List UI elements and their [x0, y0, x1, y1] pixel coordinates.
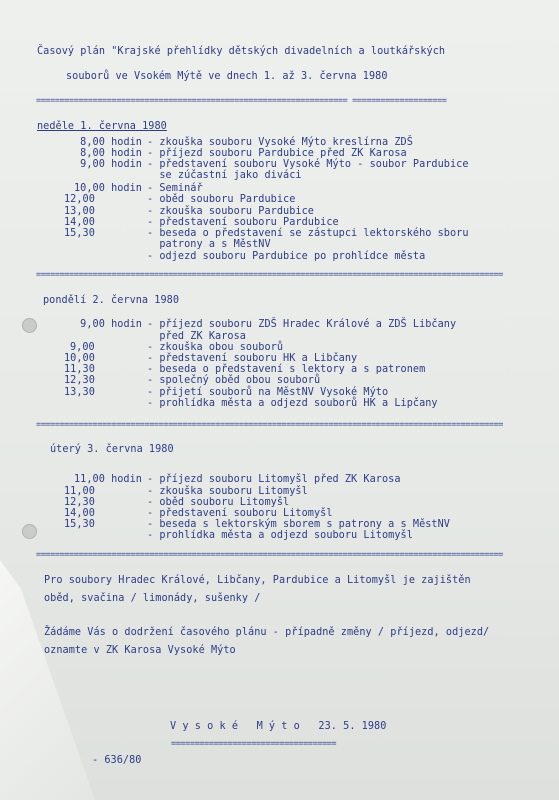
place-and-date: V y s o k é M ý t o 23. 5. 1980 — [170, 721, 387, 732]
schedule-text: - přijetí souborů na MěstNV Vysoké Mýto — [147, 387, 389, 398]
schedule-time: 14,00 — [64, 217, 95, 228]
schedule-time: 11,30 — [64, 364, 95, 375]
schedule-text: - beseda o představení s lektory a s patronem — [147, 364, 426, 375]
schedule-text: - beseda o představení se zástupci lektorského sboru — [147, 228, 469, 239]
schedule-text: - příjezd souboru ZDŠ Hradec Králové a ZDŠ Libčany — [147, 319, 457, 330]
meals-note-line-2: oběd, svačina / limonády, sušenky / — [44, 593, 261, 604]
schedule-time: 15,30 — [64, 519, 95, 530]
schedule-text: se zúčastní jako diváci — [147, 170, 302, 181]
schedule-text: - představení souboru HK a Libčany — [147, 353, 358, 364]
header-line-1: Časový plán "Krajské přehlídky dětských divadelních a loutkářských — [37, 46, 446, 57]
schedule-time: 12,30 — [64, 497, 95, 508]
separator-rule: ================================================================== ==================== — [36, 97, 447, 106]
schedule-text: - představení souboru Vysoké Mýto - soubor Pardubice — [147, 159, 469, 170]
schedule-time: 10,00 hodin — [73, 183, 142, 194]
schedule-time: 9,00 hodin — [80, 319, 142, 330]
punch-hole — [22, 524, 37, 539]
schedule-text: - oběd souboru Litomyšl — [147, 497, 290, 508]
reference-number: - 636/80 — [92, 755, 142, 766]
schedule-request-line-2: oznamte v ZK Karosa Vysoké Mýto — [44, 645, 236, 656]
separator-rule: =================================================================================================== — [36, 421, 504, 430]
punch-hole — [22, 318, 37, 333]
day-heading: úterý 3. června 1980 — [50, 444, 174, 455]
schedule-text: - beseda s lektorským sborem s patrony a s MěstNV — [147, 519, 450, 530]
schedule-time: 15,30 — [64, 228, 95, 239]
schedule-time: 11,00 hodin — [73, 474, 142, 485]
schedule-text: před ZK Karosa — [147, 331, 246, 342]
schedule-text: - zkouška souboru Vysoké Mýto kreslírna ZDŠ — [147, 137, 413, 148]
schedule-text: - zkouška souboru Litomyšl — [147, 486, 308, 497]
schedule-time: 8,00 hodin — [80, 148, 142, 159]
schedule-text: - prohlídka města a odjezd souboru Litomyšl — [147, 530, 413, 541]
schedule-text: - příjezd souboru Pardubice před ZK Karosa — [147, 148, 407, 159]
schedule-time: 8,00 hodin — [80, 137, 142, 148]
schedule-text: - Seminář — [147, 183, 203, 194]
header-line-2: souborů ve Vsokém Mýtě ve dnech 1. až 3. června 1980 — [66, 71, 388, 82]
separator-rule: =================================================================================================== — [36, 271, 504, 280]
schedule-time: 12,00 — [64, 194, 95, 205]
signature-rule: =================================== — [171, 740, 337, 749]
schedule-time: 13,00 — [64, 206, 95, 217]
schedule-request-line-1: Žádáme Vás o dodržení časového plánu - případně změny / příjezd, odjezd/ — [44, 627, 490, 638]
meals-note-line-1: Pro soubory Hradec Králové, Libčany, Pardubice a Litomyšl je zajištěn — [44, 575, 471, 586]
schedule-text: - prohlídka města a odjezd souborů HK a Lipčany — [147, 398, 438, 409]
schedule-time: 9,00 hodin — [80, 159, 142, 170]
schedule-text: - příjezd souboru Litomyšl před ZK Karosa — [147, 474, 401, 485]
schedule-text: - odjezd souboru Pardubice po prohlídce města — [147, 251, 426, 262]
schedule-text: - společný oběd obou souborů — [147, 375, 321, 386]
schedule-time: 10,00 — [64, 353, 95, 364]
schedule-time: 13,30 — [64, 387, 95, 398]
schedule-text: patrony a s MěstNV — [147, 239, 271, 250]
separator-rule: =================================================================================================== — [36, 551, 504, 560]
schedule-text: - oběd souboru Pardubice — [147, 194, 296, 205]
schedule-text: - představení souboru Litomyšl — [147, 508, 333, 519]
day-heading: pondělí 2. června 1980 — [43, 295, 180, 306]
schedule-time: 14,00 — [64, 508, 95, 519]
schedule-time: 9,00 — [70, 342, 95, 353]
schedule-time: 12,30 — [64, 375, 95, 386]
day-heading: neděle 1. června 1980 — [37, 121, 167, 132]
schedule-text: - představení souboru Pardubice — [147, 217, 339, 228]
schedule-text: - zkouška souboru Pardubice — [147, 206, 314, 217]
schedule-time: 11,00 — [64, 486, 95, 497]
schedule-text: - zkouška obou souborů — [147, 342, 284, 353]
